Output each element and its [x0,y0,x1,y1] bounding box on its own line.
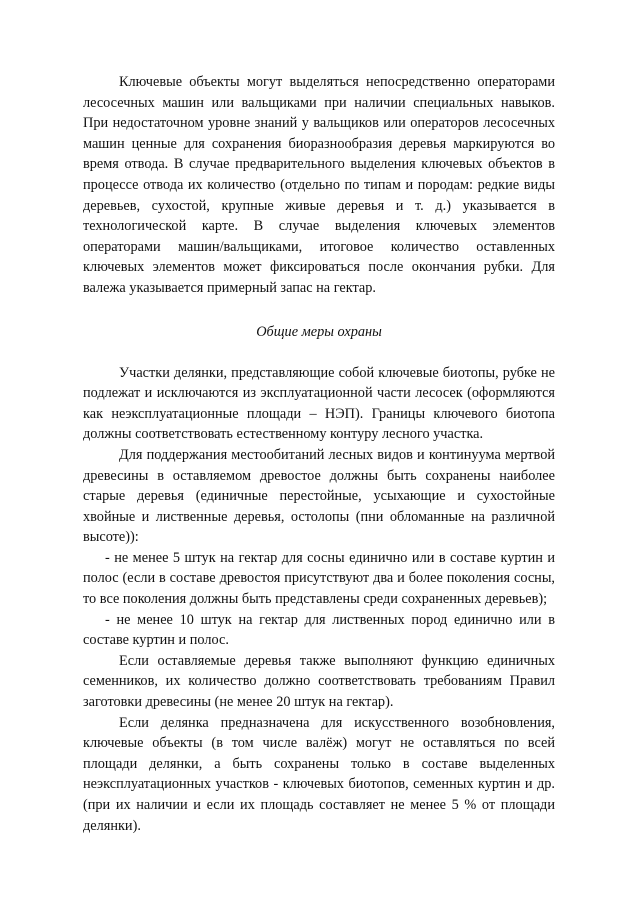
list-item-deciduous: - не менее 10 штук на гектар для лиственных пород единично или в составе куртин и полос. [83,611,555,649]
paragraph-seed-trees: Если оставляемые деревья также выполняют функцию единичных семенников, их количество должно соответствовать требованиям Правил заготовки древесины (не менее 20 штук на гектар). [83,652,555,711]
paragraph-artificial-regeneration: Если делянка предназначена для искусственного возобновления, ключевые объекты (в том числе валёж) могут не оставляться по всей площади делянки, а быть сохранены только в составе выделенных неэксплуатационных участков - ключевых биотопов, семенных куртин и др. (при их наличии и если их площадь составляет не менее 5 % от площади делянки). [83,714,555,834]
document-body [83,72,555,836]
paragraph-biotopes: Участки делянки, представляющие собой ключевые биотопы, рубке не подлежат и исключаются из эксплуатационной части лесосек (оформляются как неэксплуатационные площади – НЭП). Границы ключевого биотопа должны соответствовать естественному контуру лесного участка. [83,364,555,443]
list-item-pine: - не менее 5 штук на гектар для сосны единично или в составе куртин и полос (если в составе древостоя присутствуют два и более поколения сосны, то все поколения должны быть представлены среди сохраненных деревьев); [83,549,555,608]
paragraph-habitats: Для поддержания местообитаний лесных видов и континуума мертвой древесины в оставляемом древостое должны быть сохранены наиболее старые деревья (единичные перестойные, усыхающие и сухостойные хвойные и лиственные деревья, остолопы (пни обломанные на различной высоте)): [83,446,555,546]
section-title: Общие меры охраны [256,323,382,340]
paragraph-key-objects: Ключевые объекты могут выделяться непосредственно операторами лесосечных машин или вальщиками при наличии специальных навыков. При недостаточном уровне знаний у вальщиков или операторов лесосечных машин ценные для сохранения биоразнообразия деревья маркируются во время отвода. В случае предварительного выделения ключевых объектов в процессе отвода их количество (отдельно по типам и породам: редкие виды деревьев, сухостой, крупные живые деревья и т. д.) указывается в технологической карте. В случае выделения ключевых элементов операторами машин/вальщиками, итоговое количество оставленных ключевых элементов может фиксироваться после окончания рубки. Для валежа указывается примерный запас на гектар. [83,74,555,296]
